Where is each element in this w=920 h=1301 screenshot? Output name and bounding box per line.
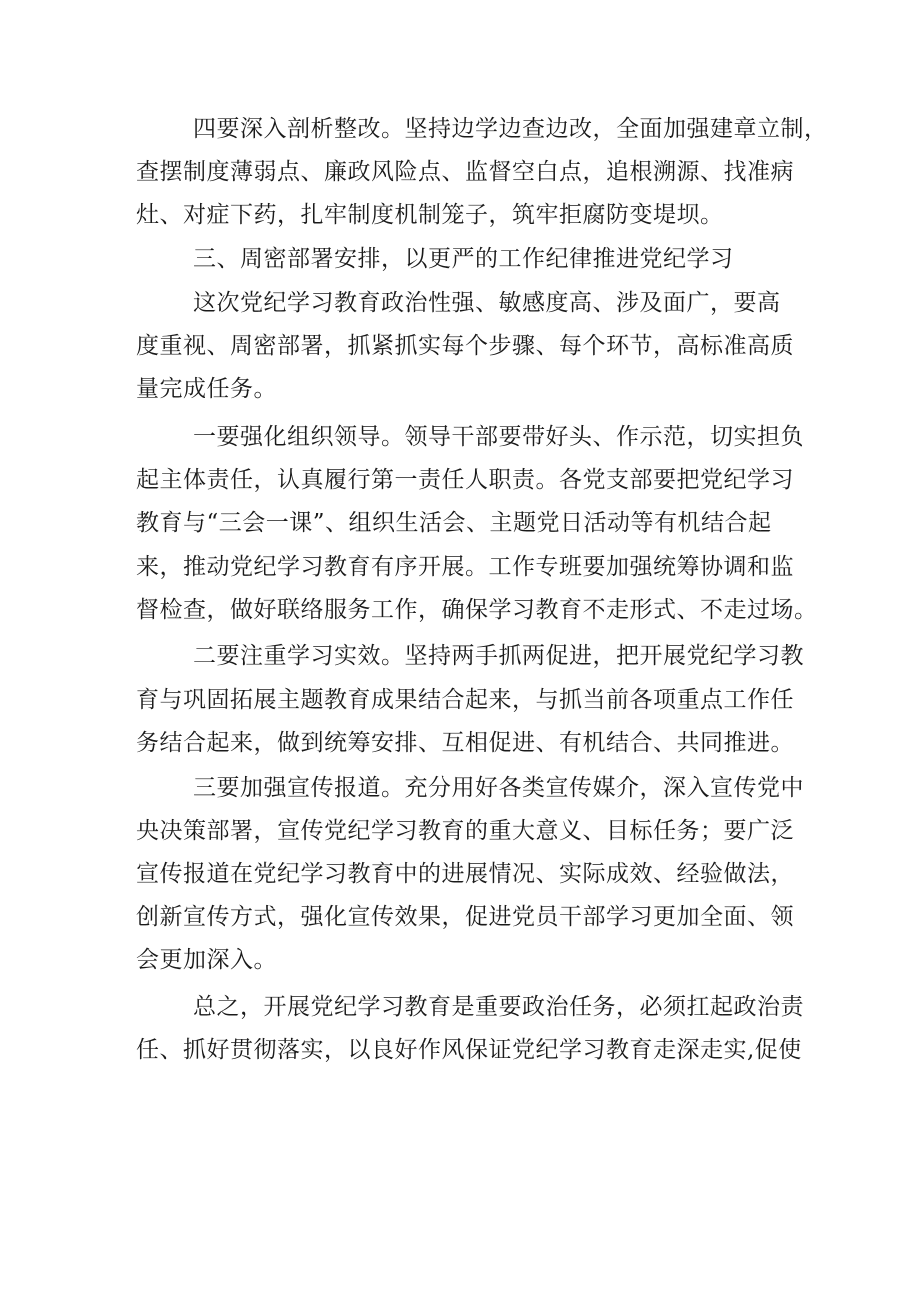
section-3-intro-line-3: 量完成任务。 bbox=[136, 376, 277, 402]
item-3-line-4: 创新宣传方式，强化宣传效果，促进党员干部学习更加全面、领 bbox=[136, 904, 794, 930]
item-1-line-4: 来，推动党纪学习教育有序开展。工作专班要加强统筹协调和监 bbox=[136, 554, 794, 580]
conclusion-line-1: 总之，开展党纪学习教育是重要政治任务，必须扛起政治责 bbox=[193, 994, 804, 1020]
item-1-line-2: 起主体责任，认真履行第一责任人职责。各党支部要把党纪学习 bbox=[136, 467, 794, 493]
item-2-line-1: 二要注重学习实效。坚持两手抓两促进，把开展党纪学习教 bbox=[193, 643, 804, 669]
item-2-line-2: 育与巩固拓展主题教育成果结合起来，与抓当前各项重点工作任 bbox=[136, 687, 794, 713]
paragraph-4-line-2: 查摆制度薄弱点、廉政风险点、监督空白点，追根溯源、找准病 bbox=[136, 159, 794, 185]
item-2-line-3: 务结合起来，做到统筹安排、互相促进、有机结合、共同推进。 bbox=[136, 730, 794, 756]
paragraph-4-line-3: 灶、对症下药，扎牢制度机制笼子，筑牢拒腐防变堤坝。 bbox=[136, 202, 724, 228]
item-1-line-1: 一要强化组织领导。领导干部要带好头、作示范，切实担负 bbox=[193, 424, 804, 450]
section-3-intro-line-1: 这次党纪学习教育政治性强、敏感度高、涉及面广，要高 bbox=[193, 290, 781, 316]
item-1-line-3: 教育与“三会一课”、组织生活会、主题党日活动等有机结合起 bbox=[136, 510, 772, 536]
item-3-line-1: 三要加强宣传报道。充分用好各类宣传媒介，深入宣传党中 bbox=[193, 775, 804, 801]
paragraph-4-line-1: 四要深入剖析整改。坚持边学边查边改，全面加强建章立制， bbox=[193, 116, 828, 142]
item-3-line-5: 会更加深入。 bbox=[136, 947, 277, 973]
item-3-line-2: 央决策部署，宣传党纪学习教育的重大意义、目标任务；要广泛 bbox=[136, 818, 794, 844]
section-3-intro-line-2: 度重视、周密部署，抓紧抓实每个步骤、每个环节，高标准高质 bbox=[136, 333, 794, 359]
item-3-line-3: 宣传报道在党纪学习教育中的进展情况、实际成效、经验做法， bbox=[136, 861, 794, 887]
conclusion-line-2: 任、抓好贯彻落实，以良好作风保证党纪学习教育走深走实,促使 bbox=[136, 1037, 802, 1063]
item-1-line-5: 督检查，做好联络服务工作，确保学习教育不走形式、不走过场。 bbox=[136, 597, 818, 623]
section-3-heading: 三、周密部署安排，以更严的工作纪律推进党纪学习 bbox=[193, 246, 734, 272]
